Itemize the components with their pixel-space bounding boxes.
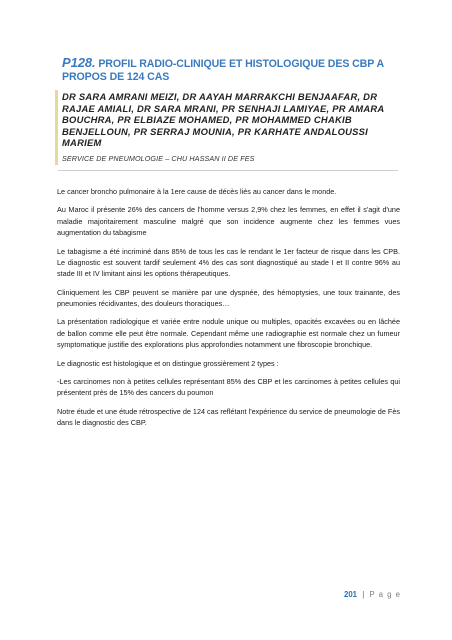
paragraph: -Les carcinomes non à petites cellules représentant 85% des CBP et les carcinomes à petites cellules qui présentent près de 15% des cancers du poumon xyxy=(57,376,400,398)
author-list: DR SARA AMRANI MEIZI, DR AAYAH MARRAKCHI BENJAAFAR, DR RAJAE AMIALI, DR SARA MRANI, PR SENHAJI LAMIYAE, PR AMARA BOUCHRA, PR ELBIAZE MOHAMED, PR MOHAMMED CHAKIB BENJELLOUN, PR SERRAJ MOUNIA, PR KARHATE ANDALOUSSI MARIEM xyxy=(62,91,385,149)
paragraph: Le diagnostic est histologique et on distingue grossièrement 2 types : xyxy=(57,358,279,368)
paragraph: Le cancer broncho pulmonaire à la 1ere cause de décès liés au cancer dans le monde. xyxy=(57,187,337,196)
page-label: P a g e xyxy=(369,590,401,599)
paragraph: La présentation radiologique et variée entre nodule unique ou multiples, opacités excavées ou en lâchée de ballon comme elle peut être normale. Cependant même une radiographie est normale chez un fumeur symptomatique justifie des explorations plus approfondies notamment une fibroscopie bronchique. xyxy=(57,317,400,350)
paragraph: Notre étude et une étude rétrospective de 124 cas reflétant l'expérience du service de pneumologie de Fès dans le diagnostic des CBP. xyxy=(57,406,400,428)
paragraph: Au Maroc il présente 26% des cancers de l'homme versus 2,9% chez les femmes, en effet il s'agit d'une maladie majoritairement masculine malgré que son incidence augmente chez les femmes vues augmentation du tabagisme xyxy=(57,205,400,238)
paragraph: Cliniquement les CBP peuvent se manière par une dyspnée, des hémoptysies, une toux trainante, des pneumonies récidivantes, des douleurs thoraciques… xyxy=(57,287,400,308)
page-number: 201 xyxy=(344,590,358,599)
service-affiliation: SERVICE DE PNEUMOLOGIE – CHU HASSAN II DE FES xyxy=(62,153,255,163)
abstract-title-text: PROFIL RADIO-CLINIQUE ET HISTOLOGIQUE DES CBP A PROPOS DE 124 CAS xyxy=(62,58,384,83)
header-divider xyxy=(58,170,398,171)
page-footer xyxy=(344,590,401,599)
footer-separator: | xyxy=(362,590,365,599)
abstract-title xyxy=(62,56,407,84)
abstract-code: P128. xyxy=(62,55,96,70)
abstract-body xyxy=(57,186,400,436)
accent-bar xyxy=(55,90,58,165)
abstract-header xyxy=(62,56,407,163)
paragraph: Le tabagisme a été incriminé dans 85% de tous les cas le rendant le 1er facteur de risque dans les CPB. Le diagnostic est souvent tardif seulement 4% des cas sont diagnostiqué au stade I et II contre 96% au stade III et IV limitant ainsi les options thérapeutiques. xyxy=(57,246,400,279)
